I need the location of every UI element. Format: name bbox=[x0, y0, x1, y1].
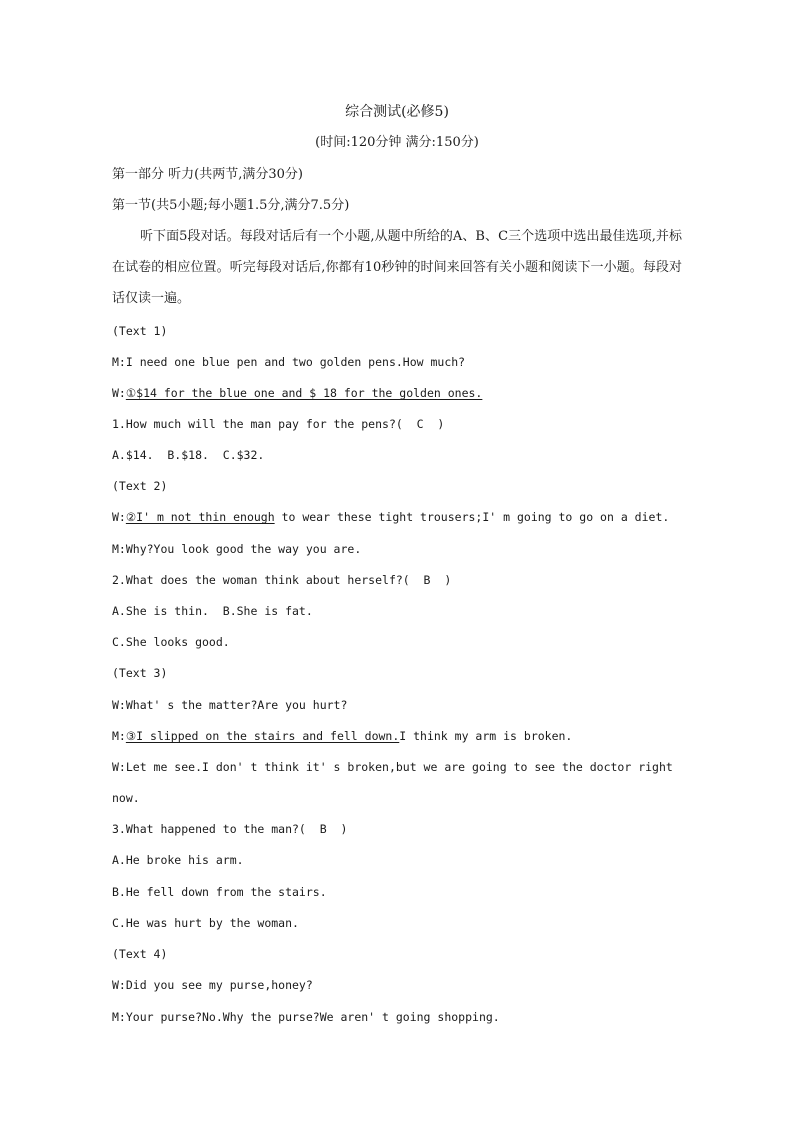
section-heading: 第一节(共5小题;每小题1.5分,满分7.5分) bbox=[112, 198, 350, 213]
text1-w-line bbox=[112, 384, 482, 402]
speaker-prefix: M: bbox=[112, 729, 126, 743]
page-subtitle: (时间:120分钟 满分:150分) bbox=[315, 135, 479, 150]
text4-label: (Text 4) bbox=[112, 947, 168, 961]
line-rest: I think my arm is broken. bbox=[399, 729, 573, 743]
question-2-option-c: C.She looks good. bbox=[112, 635, 230, 649]
text2-w-line bbox=[112, 508, 669, 526]
question-3-option-a: A.He broke his arm. bbox=[112, 853, 244, 867]
text3-w-line: W:What' s the matter?Are you hurt? bbox=[112, 698, 348, 712]
question-1: 1.How much will the man pay for the pens?( C ) bbox=[112, 417, 445, 431]
page-title: 综合测试(必修5) bbox=[345, 104, 449, 120]
question-3-option-b: B.He fell down from the stairs. bbox=[112, 885, 327, 899]
speaker-prefix: W: bbox=[112, 510, 126, 524]
question-2-options: A.She is thin. B.She is fat. bbox=[112, 604, 313, 618]
underlined-text: ③I slipped on the stairs and fell down. bbox=[125, 729, 400, 743]
part-heading: 第一部分 听力(共两节,满分30分) bbox=[112, 167, 303, 182]
speaker-prefix: W: bbox=[112, 386, 126, 400]
text3-w-line-2-cont: now. bbox=[112, 791, 140, 805]
instructions-paragraph: 听下面5段对话。每段对话后有一个小题,从题中所给的A、B、C三个选项中选出最佳选项,并标在试卷的相应位置。听完每段对话后,你都有10秒钟的时间来回答有关小题和阅读下一小题。每段对话仅读一遍。 bbox=[112, 229, 682, 306]
question-3-option-c: C.He was hurt by the woman. bbox=[112, 916, 299, 930]
question-3: 3.What happened to the man?( B ) bbox=[112, 822, 348, 836]
line-rest: to wear these tight trousers;I' m going to go on a diet. bbox=[274, 510, 670, 524]
question-2: 2.What does the woman think about herself?( B ) bbox=[112, 573, 452, 587]
underlined-text: ①$14 for the blue one and $ 18 for the golden ones. bbox=[125, 386, 483, 400]
text1-m-line: M:I need one blue pen and two golden pens.How much? bbox=[112, 355, 466, 369]
text3-m-line bbox=[112, 727, 572, 745]
question-1-options: A.$14. B.$18. C.$32. bbox=[112, 448, 265, 462]
text3-w-line-2: W:Let me see.I don' t think it' s broken,but we are going to see the doctor right bbox=[112, 760, 673, 774]
text3-label: (Text 3) bbox=[112, 666, 168, 680]
underlined-text: ②I' m not thin enough bbox=[125, 510, 275, 524]
text2-m-line: M:Why?You look good the way you are. bbox=[112, 542, 362, 556]
text4-m-line: M:Your purse?No.Why the purse?We aren' t going shopping. bbox=[112, 1010, 500, 1024]
text2-label: (Text 2) bbox=[112, 479, 168, 493]
text4-w-line: W:Did you see my purse,honey? bbox=[112, 978, 313, 992]
text1-label: (Text 1) bbox=[112, 324, 168, 338]
